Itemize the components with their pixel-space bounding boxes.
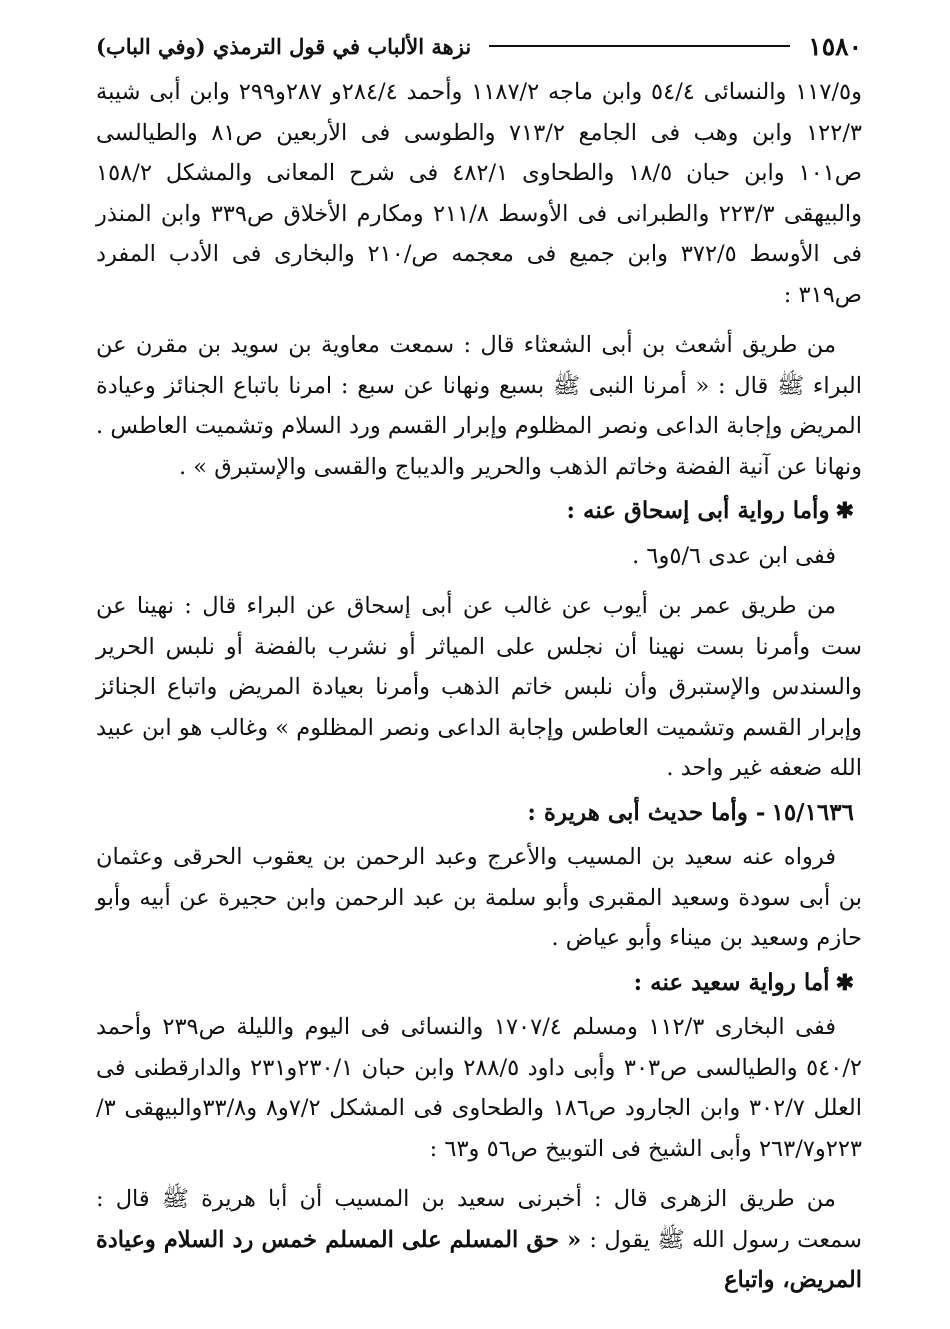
chain-text: من طريق الزهرى قال : أخبرنى سعيد بن المسيب أن أبا هريرة ﷺ قال : سمعت رسول الله ﷺ يقول : [96, 1186, 862, 1253]
hadith-quote: « حق المسلم على المسلم خمس رد السلام وعيادة المريض، واتباع [96, 1226, 862, 1293]
heading-text: أما رواية سعيد عنه : [633, 968, 830, 996]
paragraph-zuhri-chain [96, 1179, 862, 1301]
star-icon: ✱ [835, 498, 854, 524]
paragraph-umar-chain: من طريق عمر بن أيوب عن غالب عن أبى إسحاق عن البراء قال : نهينا عن ست وأمرنا بست نهينا أن نجلس على المياثر أو نشرب بالفضة أو نلبس الحرير والسندس والإستبرق وأن نلبس خاتم الذهب وأمرنا بعيادة المريض واتباع الجنائز وإبرار القسم وتشميت العاطس وإجابة الداعى ونصر المظلوم » وغالب هو ابن عبيد الله ضعفه غير واحد . [96, 593, 862, 781]
heading-text: وأما رواية أبى إسحاق عنه : [566, 497, 830, 524]
paragraph-references-2: ففى البخارى ١١٢/٣ ومسلم ١٧٠٧/٤ والنسائى فى اليوم والليلة ص٢٣٩ وأحمد ٥٤٠/٢ والطيالسى ص٣٠٣ وأبى داود ٢٨٨/٥ وابن حبان ٢٣٠/١و٢٣١ والدارقطنى فى العلل ٣٠٢/٧ وابن الجارود ص١٨٦ والطحاوى فى المشكل ٧/٢و٨ و٣٣/٨والبيهقى ٣/ ٢٢٣و٢٦٣/٧ وأبى الشيخ فى التوبيخ ص٥٦ و٦٣ : [96, 1014, 862, 1162]
page-header [96, 26, 862, 66]
paragraph-narrators: فرواه عنه سعيد بن المسيب والأعرج وعبد الرحمن بن يعقوب الحرقى وعثمان بن أبى سودة وسعيد المقبرى وأبو سلمة بن عبد الرحمن وابن حجيرة عن أبيه وأبو حازم وسعيد بن ميناء وأبو عياض . [96, 844, 862, 951]
paragraph-ibn-adi: ففى ابن عدى ٥/٦و٦ . [632, 542, 836, 569]
paragraph-references-1: و١١٧/٥ والنسائى ٥٤/٤ وابن ماجه ١١٨٧/٢ وأحمد ٢٨٤/٤و ٢٨٧و٢٩٩ وابن أبى شيبة ١٢٢/٣ وابن وهب فى الجامع ٧١٣/٢ والطوسى فى الأربعين ص٨١ والطيالسى ص١٠١ وابن حبان ١٨/٥ والطحاوى ٤٨٢/١ فى شرح المعانى والمشكل ١٥٨/٢ والبيهقى ٢٢٣/٣ والطبرانى فى الأوسط ٢١١/٨ ومكارم الأخلاق ص٣٣٩ وابن المنذر فى الأوسط ٣٧٢/٥ وابن جميع فى معجمه ص/٢١٠ والبخارى فى الأدب المفرد ص٣١٩ : [96, 79, 862, 308]
paragraph-ashath-chain: من طريق أشعث بن أبى الشعثاء قال : سمعت معاوية بن سويد بن مقرن عن البراء ﷺ قال : « أمرنا النبى ﷺ بسبع ونهانا عن سبع : امرنا باتباع الجنائز وعيادة المريض وإجابة الداعى ونصر المظلوم وإبرار القسم ورد السلام وتشميت العاطس . ونهانا عن آنية الفضة وخاتم الذهب والحرير والديباج والقسى والإستبرق » . [96, 332, 862, 480]
page-number: ١٥٨٠ [808, 31, 862, 61]
section-heading-said [96, 963, 862, 1004]
star-icon: ✱ [835, 969, 854, 996]
header-rule [489, 45, 790, 47]
running-title: نزهة الألباب في قول الترمذي (وفي الباب) [96, 33, 472, 59]
section-heading-abu-ishaq [96, 491, 862, 532]
section-heading-abu-hurayra [96, 793, 862, 834]
heading-text: ١٥/١٦٣٦- وأما حديث أبى هريرة : [527, 798, 854, 826]
page-body [96, 72, 862, 1301]
